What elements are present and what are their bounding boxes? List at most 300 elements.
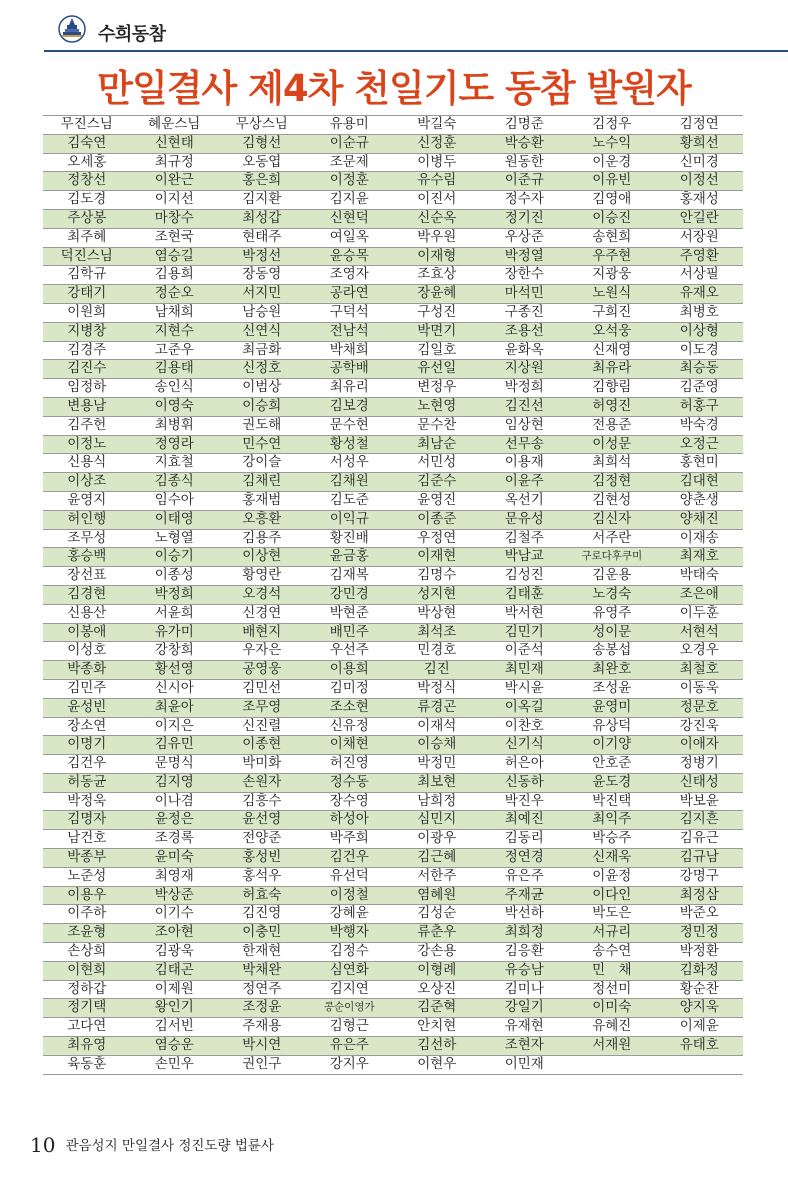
name-cell: 강태기 <box>43 285 131 304</box>
table-row <box>43 698 743 717</box>
name-cell: 조정윤 <box>218 999 306 1018</box>
name-cell: 정기택 <box>43 999 131 1018</box>
name-cell: 정민정 <box>656 924 744 943</box>
name-cell: 성이문 <box>568 623 656 642</box>
table-row <box>43 228 743 247</box>
name-cell: 김종식 <box>131 473 219 492</box>
name-cell: 주영환 <box>656 247 744 266</box>
name-cell: 김선하 <box>393 1037 481 1056</box>
name-cell: 이제원 <box>131 980 219 999</box>
name-cell: 김성진 <box>481 567 569 586</box>
name-cell: 박승환 <box>481 134 569 153</box>
name-cell: 정기진 <box>481 209 569 228</box>
name-cell: 장수영 <box>306 792 394 811</box>
name-cell: 박정희 <box>131 585 219 604</box>
name-cell: 김광욱 <box>131 943 219 962</box>
name-cell: 박행자 <box>306 924 394 943</box>
name-cell: 최유영 <box>43 1037 131 1056</box>
name-cell: 이명기 <box>43 736 131 755</box>
name-cell: 마석민 <box>481 285 569 304</box>
name-cell: 강지우 <box>306 1055 394 1074</box>
name-cell: 이성호 <box>43 642 131 661</box>
name-cell: 왕인기 <box>131 999 219 1018</box>
name-cell: 배현지 <box>218 623 306 642</box>
table-row <box>43 209 743 228</box>
name-cell: 변정우 <box>393 379 481 398</box>
name-cell: 유영주 <box>568 604 656 623</box>
name-cell: 정문호 <box>656 698 744 717</box>
table-row <box>43 736 743 755</box>
names-table <box>43 115 743 1075</box>
table-row <box>43 360 743 379</box>
name-cell: 우정연 <box>393 529 481 548</box>
name-cell: 구종진 <box>481 303 569 322</box>
name-cell: 지광웅 <box>568 266 656 285</box>
name-cell: 장윤혜 <box>393 285 481 304</box>
name-cell: 오경석 <box>218 585 306 604</box>
name-cell: 박보윤 <box>656 792 744 811</box>
name-cell: 구덕석 <box>306 303 394 322</box>
name-cell: 박정희 <box>481 379 569 398</box>
name-cell: 박미화 <box>218 755 306 774</box>
name-cell: 혜운스님 <box>131 116 219 135</box>
name-cell: 박준오 <box>656 905 744 924</box>
name-cell: 최병호 <box>656 303 744 322</box>
name-cell: 허은아 <box>481 755 569 774</box>
name-cell: 최병휘 <box>131 416 219 435</box>
name-cell: 이봉애 <box>43 623 131 642</box>
name-cell: 이기양 <box>568 736 656 755</box>
name-cell: 노준성 <box>43 867 131 886</box>
name-cell: 변용남 <box>43 397 131 416</box>
name-cell: 이기수 <box>131 905 219 924</box>
name-cell: 김용주 <box>218 529 306 548</box>
table-row <box>43 303 743 322</box>
name-cell: 권인구 <box>218 1055 306 1074</box>
name-cell: 박종부 <box>43 849 131 868</box>
name-cell: 남승원 <box>218 303 306 322</box>
name-cell: 김형선 <box>218 134 306 153</box>
name-cell: 신연식 <box>218 322 306 341</box>
name-cell: 김재복 <box>306 567 394 586</box>
name-cell: 김건우 <box>306 849 394 868</box>
name-cell: 김정우 <box>568 116 656 135</box>
name-cell: 고준우 <box>131 341 219 360</box>
name-cell: 장선표 <box>43 567 131 586</box>
name-cell: 최예진 <box>481 811 569 830</box>
name-cell: 전용준 <box>568 416 656 435</box>
name-cell: 유은주 <box>481 867 569 886</box>
table-row <box>43 830 743 849</box>
name-cell: 박종화 <box>43 661 131 680</box>
name-cell: 박정열 <box>481 247 569 266</box>
name-cell: 최재호 <box>656 548 744 567</box>
name-cell: 문명식 <box>131 755 219 774</box>
table-row <box>43 322 743 341</box>
name-cell: 양지욱 <box>656 999 744 1018</box>
name-cell: 배민주 <box>306 623 394 642</box>
name-cell: 김도경 <box>43 191 131 210</box>
name-cell: 이완근 <box>131 172 219 191</box>
name-cell: 오동엽 <box>218 153 306 172</box>
footer-text: 관음성지 만일결사 정진도량 법륜사 <box>65 1138 274 1154</box>
name-cell: 문유성 <box>481 510 569 529</box>
name-cell: 심민지 <box>393 811 481 830</box>
name-cell: 손민우 <box>131 1055 219 1074</box>
name-cell: 안길란 <box>656 209 744 228</box>
name-cell: 무진스님 <box>43 116 131 135</box>
name-cell: 마창수 <box>131 209 219 228</box>
name-cell: 선무송 <box>481 435 569 454</box>
name-cell: 최희석 <box>568 454 656 473</box>
name-cell: 김경현 <box>43 585 131 604</box>
name-cell: 김정수 <box>306 943 394 962</box>
name-cell: 주재용 <box>218 1018 306 1037</box>
name-cell: 이광우 <box>393 830 481 849</box>
name-cell: 정하갑 <box>43 980 131 999</box>
name-cell: 김일호 <box>393 341 481 360</box>
name-cell: 이종준 <box>393 510 481 529</box>
name-cell: 정순오 <box>131 285 219 304</box>
name-cell: 김흥수 <box>218 792 306 811</box>
name-cell: 콩순이영가 <box>306 999 394 1018</box>
name-cell: 이동욱 <box>656 679 744 698</box>
name-cell: 김동리 <box>481 830 569 849</box>
name-cell: 이민재 <box>481 1055 569 1074</box>
name-cell: 김용태 <box>131 360 219 379</box>
name-cell: 우자은 <box>218 642 306 661</box>
name-cell: 주상봉 <box>43 209 131 228</box>
name-cell: 허진영 <box>306 755 394 774</box>
name-cell: 최윤아 <box>131 698 219 717</box>
name-cell: 유가미 <box>131 623 219 642</box>
name-cell: 홍성빈 <box>218 849 306 868</box>
table-row <box>43 943 743 962</box>
name-cell: 정창선 <box>43 172 131 191</box>
table-row <box>43 999 743 1018</box>
name-cell: 지현수 <box>131 322 219 341</box>
name-cell: 최영재 <box>131 867 219 886</box>
name-cell: 최보현 <box>393 773 481 792</box>
name-cell: 강명구 <box>656 867 744 886</box>
name-cell: 신기식 <box>481 736 569 755</box>
name-cell: 전남석 <box>306 322 394 341</box>
name-cell: 박면기 <box>393 322 481 341</box>
name-cell: 서한주 <box>393 867 481 886</box>
table-row <box>43 191 743 210</box>
name-cell: 이준규 <box>481 172 569 191</box>
name-cell: 신동하 <box>481 773 569 792</box>
name-cell: 이애자 <box>656 736 744 755</box>
table-row <box>43 1037 743 1056</box>
name-cell: 이옥길 <box>481 698 569 717</box>
name-cell: 김미나 <box>481 980 569 999</box>
temple-logo-icon <box>58 14 86 44</box>
name-cell: 유재오 <box>656 285 744 304</box>
name-cell: 서재원 <box>568 1037 656 1056</box>
name-cell: 류춘우 <box>393 924 481 943</box>
name-cell: 윤영지 <box>43 491 131 510</box>
name-cell: 박선하 <box>481 905 569 924</box>
name-cell: 박채완 <box>218 961 306 980</box>
name-cell: 이순규 <box>306 134 394 153</box>
name-cell: 서성우 <box>306 454 394 473</box>
table-row <box>43 435 743 454</box>
name-cell: 박진우 <box>481 792 569 811</box>
name-cell: 박서현 <box>481 604 569 623</box>
name-cell: 송현희 <box>568 228 656 247</box>
name-cell: 권도해 <box>218 416 306 435</box>
name-cell: 박채희 <box>306 341 394 360</box>
name-cell: 이지선 <box>131 191 219 210</box>
table-row <box>43 849 743 868</box>
name-cell: 송인식 <box>131 379 219 398</box>
name-cell: 염승길 <box>131 247 219 266</box>
name-cell: 김민기 <box>481 623 569 642</box>
name-cell: 홍현미 <box>656 454 744 473</box>
name-cell: 박시연 <box>218 1037 306 1056</box>
name-cell: 김대현 <box>656 473 744 492</box>
name-cell: 조무영 <box>218 698 306 717</box>
name-cell: 양채진 <box>656 510 744 529</box>
name-cell: 류경곤 <box>393 698 481 717</box>
name-cell: 최성갑 <box>218 209 306 228</box>
name-cell: 이정철 <box>306 886 394 905</box>
table-row <box>43 886 743 905</box>
table-row <box>43 266 743 285</box>
name-cell: 정수동 <box>306 773 394 792</box>
name-cell: 김응환 <box>481 943 569 962</box>
name-cell: 김주헌 <box>43 416 131 435</box>
name-cell: 문수현 <box>306 416 394 435</box>
name-cell: 덕진스님 <box>43 247 131 266</box>
name-cell: 신시아 <box>131 679 219 698</box>
name-cell: 이주하 <box>43 905 131 924</box>
table-row <box>43 454 743 473</box>
name-cell: 박주희 <box>306 830 394 849</box>
page-footer <box>30 1133 274 1157</box>
name-cell: 공영웅 <box>218 661 306 680</box>
name-cell: 이익규 <box>306 510 394 529</box>
name-cell: 김유근 <box>656 830 744 849</box>
name-cell: 최철호 <box>656 661 744 680</box>
name-cell: 심연화 <box>306 961 394 980</box>
name-cell: 이성문 <box>568 435 656 454</box>
name-cell: 주재균 <box>481 886 569 905</box>
name-cell: 이용재 <box>481 454 569 473</box>
name-cell: 임수아 <box>131 491 219 510</box>
name-cell: 정연주 <box>218 980 306 999</box>
name-cell: 김경주 <box>43 341 131 360</box>
name-cell: 박상현 <box>393 604 481 623</box>
name-cell: 양춘생 <box>656 491 744 510</box>
name-cell: 성지현 <box>393 585 481 604</box>
name-cell: 조아현 <box>131 924 219 943</box>
table-row <box>43 717 743 736</box>
name-cell: 임상현 <box>481 416 569 435</box>
table-row <box>43 604 743 623</box>
name-cell: 오석웅 <box>568 322 656 341</box>
name-cell: 이현우 <box>393 1055 481 1074</box>
name-cell: 유용미 <box>306 116 394 135</box>
name-cell: 이미숙 <box>568 999 656 1018</box>
name-cell: 강진욱 <box>656 717 744 736</box>
name-cell: 서지민 <box>218 285 306 304</box>
table-row <box>43 642 743 661</box>
name-cell: 박정욱 <box>43 792 131 811</box>
name-cell: 오상진 <box>393 980 481 999</box>
name-cell: 오흥환 <box>218 510 306 529</box>
name-cell: 노원식 <box>568 285 656 304</box>
table-row <box>43 548 743 567</box>
name-cell: 이정선 <box>656 172 744 191</box>
name-cell: 서민성 <box>393 454 481 473</box>
name-cell: 강이슬 <box>218 454 306 473</box>
name-cell <box>568 1055 656 1074</box>
name-cell: 조용선 <box>481 322 569 341</box>
name-cell: 신재욱 <box>568 849 656 868</box>
name-cell: 신유정 <box>306 717 394 736</box>
page-header <box>0 0 788 52</box>
name-cell: 노현영 <box>393 397 481 416</box>
name-cell: 김숙연 <box>43 134 131 153</box>
name-cell: 신경연 <box>218 604 306 623</box>
name-cell: 김민주 <box>43 679 131 698</box>
name-cell: 유은주 <box>306 1037 394 1056</box>
name-cell: 윤정은 <box>131 811 219 830</box>
name-cell: 김신자 <box>568 510 656 529</box>
name-cell: 최규정 <box>131 153 219 172</box>
name-cell: 김현성 <box>568 491 656 510</box>
name-cell: 공라연 <box>306 285 394 304</box>
name-cell: 송수연 <box>568 943 656 962</box>
table-row <box>43 679 743 698</box>
name-cell: 지상원 <box>481 360 569 379</box>
table-row <box>43 980 743 999</box>
name-cell: 유선덕 <box>306 867 394 886</box>
name-cell: 황성철 <box>306 435 394 454</box>
name-cell: 신정호 <box>218 360 306 379</box>
table-row <box>43 529 743 548</box>
name-cell: 이재형 <box>393 247 481 266</box>
name-cell: 김진 <box>393 661 481 680</box>
name-cell: 김운용 <box>568 567 656 586</box>
name-cell: 유상덕 <box>568 717 656 736</box>
name-cell: 김용희 <box>131 266 219 285</box>
name-cell: 조소현 <box>306 698 394 717</box>
name-cell: 신재영 <box>568 341 656 360</box>
name-cell: 이태영 <box>131 510 219 529</box>
name-cell: 박정선 <box>218 247 306 266</box>
name-cell: 신진렬 <box>218 717 306 736</box>
name-cell: 신정훈 <box>393 134 481 153</box>
name-cell: 박시윤 <box>481 679 569 698</box>
name-cell: 노수익 <box>568 134 656 153</box>
name-cell: 민수연 <box>218 435 306 454</box>
name-cell: 이찬호 <box>481 717 569 736</box>
name-cell: 김철주 <box>481 529 569 548</box>
name-cell: 박정식 <box>393 679 481 698</box>
name-cell: 구성진 <box>393 303 481 322</box>
name-cell: 김지연 <box>306 980 394 999</box>
name-cell: 정영라 <box>131 435 219 454</box>
name-cell: 문수찬 <box>393 416 481 435</box>
name-cell: 황진배 <box>306 529 394 548</box>
name-cell: 이형례 <box>393 961 481 980</box>
name-cell: 최유리 <box>306 379 394 398</box>
name-cell: 이재송 <box>656 529 744 548</box>
name-cell: 하성아 <box>306 811 394 830</box>
participant-list <box>43 115 743 1075</box>
name-cell: 염혜원 <box>393 886 481 905</box>
name-cell: 임정하 <box>43 379 131 398</box>
name-cell: 박상준 <box>131 886 219 905</box>
name-cell: 우주현 <box>568 247 656 266</box>
table-row <box>43 1018 743 1037</box>
name-cell: 김진수 <box>43 360 131 379</box>
name-cell: 노형열 <box>131 529 219 548</box>
name-cell: 황선영 <box>131 661 219 680</box>
name-cell: 이윤주 <box>481 473 569 492</box>
name-cell: 김지영 <box>131 773 219 792</box>
name-cell: 유혜진 <box>568 1018 656 1037</box>
name-cell: 이재현 <box>393 548 481 567</box>
table-row <box>43 867 743 886</box>
name-cell: 민 채 <box>568 961 656 980</box>
name-cell: 이용우 <box>43 886 131 905</box>
name-cell: 김명수 <box>393 567 481 586</box>
table-row <box>43 379 743 398</box>
name-cell: 무상스님 <box>218 116 306 135</box>
name-cell: 김명자 <box>43 811 131 830</box>
name-cell: 김정현 <box>568 473 656 492</box>
name-cell: 윤승목 <box>306 247 394 266</box>
name-cell: 조무성 <box>43 529 131 548</box>
name-cell: 우선주 <box>306 642 394 661</box>
name-cell: 오세홍 <box>43 153 131 172</box>
name-cell: 이윤정 <box>568 867 656 886</box>
table-row <box>43 661 743 680</box>
name-cell: 홍재범 <box>218 491 306 510</box>
name-cell: 최완호 <box>568 661 656 680</box>
name-cell: 옥선기 <box>481 491 569 510</box>
name-cell: 이승진 <box>568 209 656 228</box>
table-row <box>43 905 743 924</box>
name-cell: 안호준 <box>568 755 656 774</box>
name-cell: 이정노 <box>43 435 131 454</box>
name-cell: 신용식 <box>43 454 131 473</box>
name-cell: 구로다후쿠미 <box>568 548 656 567</box>
table-row <box>43 116 743 135</box>
name-cell: 장동영 <box>218 266 306 285</box>
name-cell: 손상희 <box>43 943 131 962</box>
table-row <box>43 491 743 510</box>
name-cell: 박정환 <box>656 943 744 962</box>
name-cell: 최정삼 <box>656 886 744 905</box>
name-cell: 김태훈 <box>481 585 569 604</box>
name-cell: 오경우 <box>656 642 744 661</box>
table-row <box>43 924 743 943</box>
name-cell: 홍석우 <box>218 867 306 886</box>
name-cell: 유수림 <box>393 172 481 191</box>
name-cell: 김성순 <box>393 905 481 924</box>
name-cell: 노경숙 <box>568 585 656 604</box>
name-cell: 김준혁 <box>393 999 481 1018</box>
name-cell: 신현덕 <box>306 209 394 228</box>
name-cell: 구희진 <box>568 303 656 322</box>
name-cell: 황순찬 <box>656 980 744 999</box>
name-cell: 강일기 <box>481 999 569 1018</box>
